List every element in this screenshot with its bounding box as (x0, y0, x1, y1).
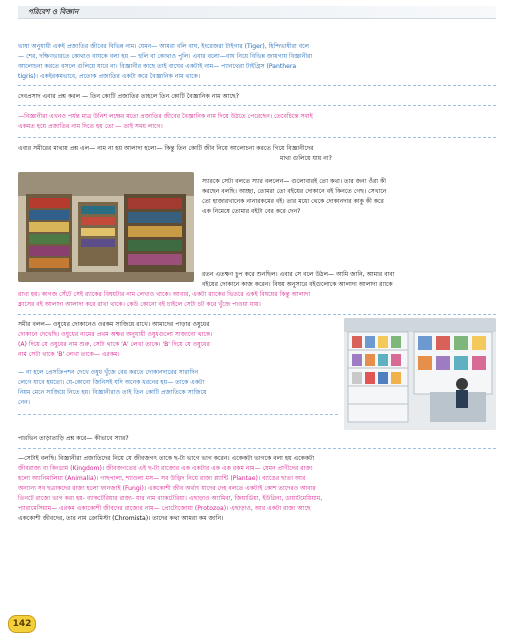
paragraph-line: —বিজ্ঞানীরা এখনও পর্যন্ত মাত্র উনিশ লক্ষের মতো প্রজাতির জীবের বৈজ্ঞানিক নাম দিয়ে উঠতে পেরেছেন। তেবেচিন্তে সবাই (18, 113, 313, 120)
question-line: দেবপ্রসাদ এবার প্রশ্ন করল — তিন কোটি প্রজাতির তাহলে তিন কোটি বৈজ্ঞানিক নাম আছে? (18, 93, 239, 100)
paragraph-line: — না হলে প্রেসক্রিপশন দেখে ওষুধ খুঁজে বের করতে দোকানদারের সারাদিন (18, 369, 199, 376)
paragraph-line: (A) দিয়ে যে ওষুধের নাম শুরু, সেটা থাকে 'A' লেখা তাকে। 'B' দিয়ে যে ওষুধের (18, 341, 210, 348)
question-line: পারভিন তাড়াতাড়ি প্রশ্ন করে— কীভাবে স্যার? (18, 435, 129, 442)
paragraph-line: তিনটে রাজ্যে ভাগ করা হয়- ব্যাকটেরিয়ার রাজ্য- যার নাম ব্যাকটেরিয়া। এছাড়াও অ্যামিবা, জিয়ার্ডিয়া, ইউগ্লিনা, ডায়াটমেয়িয়াম, (18, 495, 323, 502)
paragraph-line: অন্যান্য সব ছত্রাকদের রাজ্য হলো ফানজাই (Fungi)। এককোশী জীব অর্থাৎ যাদের দেহ বলতে একটাই কোশ তাদেরও আবার (18, 485, 316, 492)
paragraph-line: — শের, দক্ষিণভারতে কোথাও বাঘকে বলা হয় — হুলি বা কোথাও পুলি। এবার বলো—বাঘ নিয়ে বিভিন্ন জায়গায় বিজ্ঞানীরা (18, 53, 313, 60)
paragraph-line: ক্লাসের বই আলাদা আলাদা করে রাখা থাকে। কেউ কোনো বই চাইলে সেটা চট করে খুঁজে পাওয়া যায়। (18, 301, 261, 308)
divider (18, 105, 496, 106)
paragraph-line: স্যারকে সেটা বলতে স্যার বললেন— গুলোবারই তো কথা। তার জন্য ওঁরা কী (202, 178, 387, 185)
question-line: মাথা গুলিয়ে যায় না? (280, 155, 332, 162)
divider (18, 137, 496, 138)
paragraph-line: ভাষা অনুযায়ী একই প্রজাতির জীবের বিভিন্ন নাম। যেমন— আমরা বলি বাঘ, ইংরেজরা টাইগার (Tiger), হিন্দিভাষীরা বলে (18, 43, 310, 50)
paragraph-line: আলোচনা করতে বসলে গুলিয়ে যাবে না। বিজ্ঞানীর কাছে তাই বাঘের একটাই নাম— প্যানথেরা টাইগ্রিস (Panthera (18, 63, 297, 70)
paragraph-line: নেন। (18, 399, 30, 406)
question-line: এবার সমীরের মাথায় প্রশ্ন এল— নাম না হয় আলাদা হলো— কিন্তু তিন কোটি জীব নিয়ে আলোচনা করতে গিয়ে বিজ্ঞানীদের (18, 145, 314, 152)
divider (18, 448, 496, 449)
paragraph-line: নাম সেটা থাকে 'B' লেখা তাকে— এরকম। (18, 351, 120, 358)
paragraph-line: তো হাজারখানেক নানারকমের বই। তার মধ্যে থেকে দোকানদার কাকু কী করে (202, 198, 384, 205)
paragraph-line: বইয়ের দোকানে কাজ করেন। বিষয় অনুসারে বইগুলোকে আলাদা আলাদা র‍্যাকে (202, 281, 393, 288)
paragraph-line: সমীর বলল— ওষুধের দোকানেও ওরকম সাজিয়ে রাখে। আমাদের পাড়ার ওষুধের (18, 321, 210, 328)
paragraph-line: রতন এতক্ষণ চুপ করে শুনছিল। এবার সে বলে উঠল— আমি জানি, আমার বাবা (202, 271, 395, 278)
paragraph-line: এককোশী জীবদের, তার নাম ক্রোমিস্টা (Chromista)। তাদের কথা আমরা কম জানি। (18, 515, 224, 522)
page-body (18, 22, 496, 618)
paragraph-line: হলো অ্যানিমালিয়া (Animalia)। গাছপালা, শ্যাওলা মস— সব উদ্ভিদ নিয়ে রাজ্য প্ল্যান্টি (Plantae)। ব্যাঙের ছাতা আর (18, 475, 306, 482)
divider (18, 314, 496, 315)
paragraph-line: একমত হয়ে প্রজাতির নাম দিতে হয় তো — তাই সময় লাগে। (18, 123, 163, 130)
paragraph-line: দোকানে দেখেছি। ওষুধের নামের প্রথম অক্ষর অনুযায়ী ওষুধগুলো সাজানো থাকে। (18, 331, 213, 338)
page-header (18, 6, 496, 19)
paragraph-line: —সেটাই বলছি। বিজ্ঞানীরা প্রজাতিদের নিয়ে যে জীবজগৎ তাকে ছ-টা ভাগে ভাগ করেন। একেকটা ভাগকে বলা হয় একেকটা (18, 455, 315, 462)
paragraph-line: tigris)। একইরকমভাবে, প্রত্যেক প্রজাতির একটা করে বৈজ্ঞানিক নাম থাকে। (18, 73, 201, 80)
page-number: 142 (8, 615, 36, 633)
paragraph-line: লেগে যাবে হয়তো। যে-কোনো জিনিসই যদি অনেক ধরনের হয়— তাকে একটা (18, 379, 205, 386)
pharmacy-photo (344, 318, 496, 430)
divider (18, 85, 496, 86)
bookstore-photo (18, 172, 194, 282)
paragraph-line: জীবরাজ্য বা কিংডাম (Kingdom)। জীবজগতের এই ছ-টা রাজ্যের এক একটার এক এক রকম নাম— যেমন প্রাণীদের রাজ্য (18, 465, 313, 472)
paragraph-line: রাখা হয়। কাগজ সেঁটে সেই র‍্যাকের বিষয়টার নাম লেখাও থাকে। আবার, একটা র‍্যাকের ভিতরে একই বিষয়ের কিন্তু আলাদা (18, 291, 311, 298)
paragraph-line: প্যারামেসিয়াম— এরকম একাকোশী জীবদের রাজ্যের নাম— প্রোটোজোয়া (Protozoa)। এছাড়াও, আর একটা রাজ্য আছে (18, 505, 311, 512)
paragraph-line: নিয়ম মেনে সাজিয়ে নিতে হয়। বিজ্ঞানীরাও তাই তিন কোটি প্রজাতিকে সাজিয়ে (18, 389, 207, 396)
paragraph-line: এক নিমেষে তোমার বইটা বের করে দেন? (202, 208, 301, 215)
header-title: পরিবেশ ও বিজ্ঞান (28, 8, 79, 16)
divider (18, 414, 338, 415)
paragraph-line: করছেন বলছি। আচ্ছা, তোমরা তো বইয়ের দোকানে বই কিনতে গেছ। সেখানে (202, 188, 387, 195)
